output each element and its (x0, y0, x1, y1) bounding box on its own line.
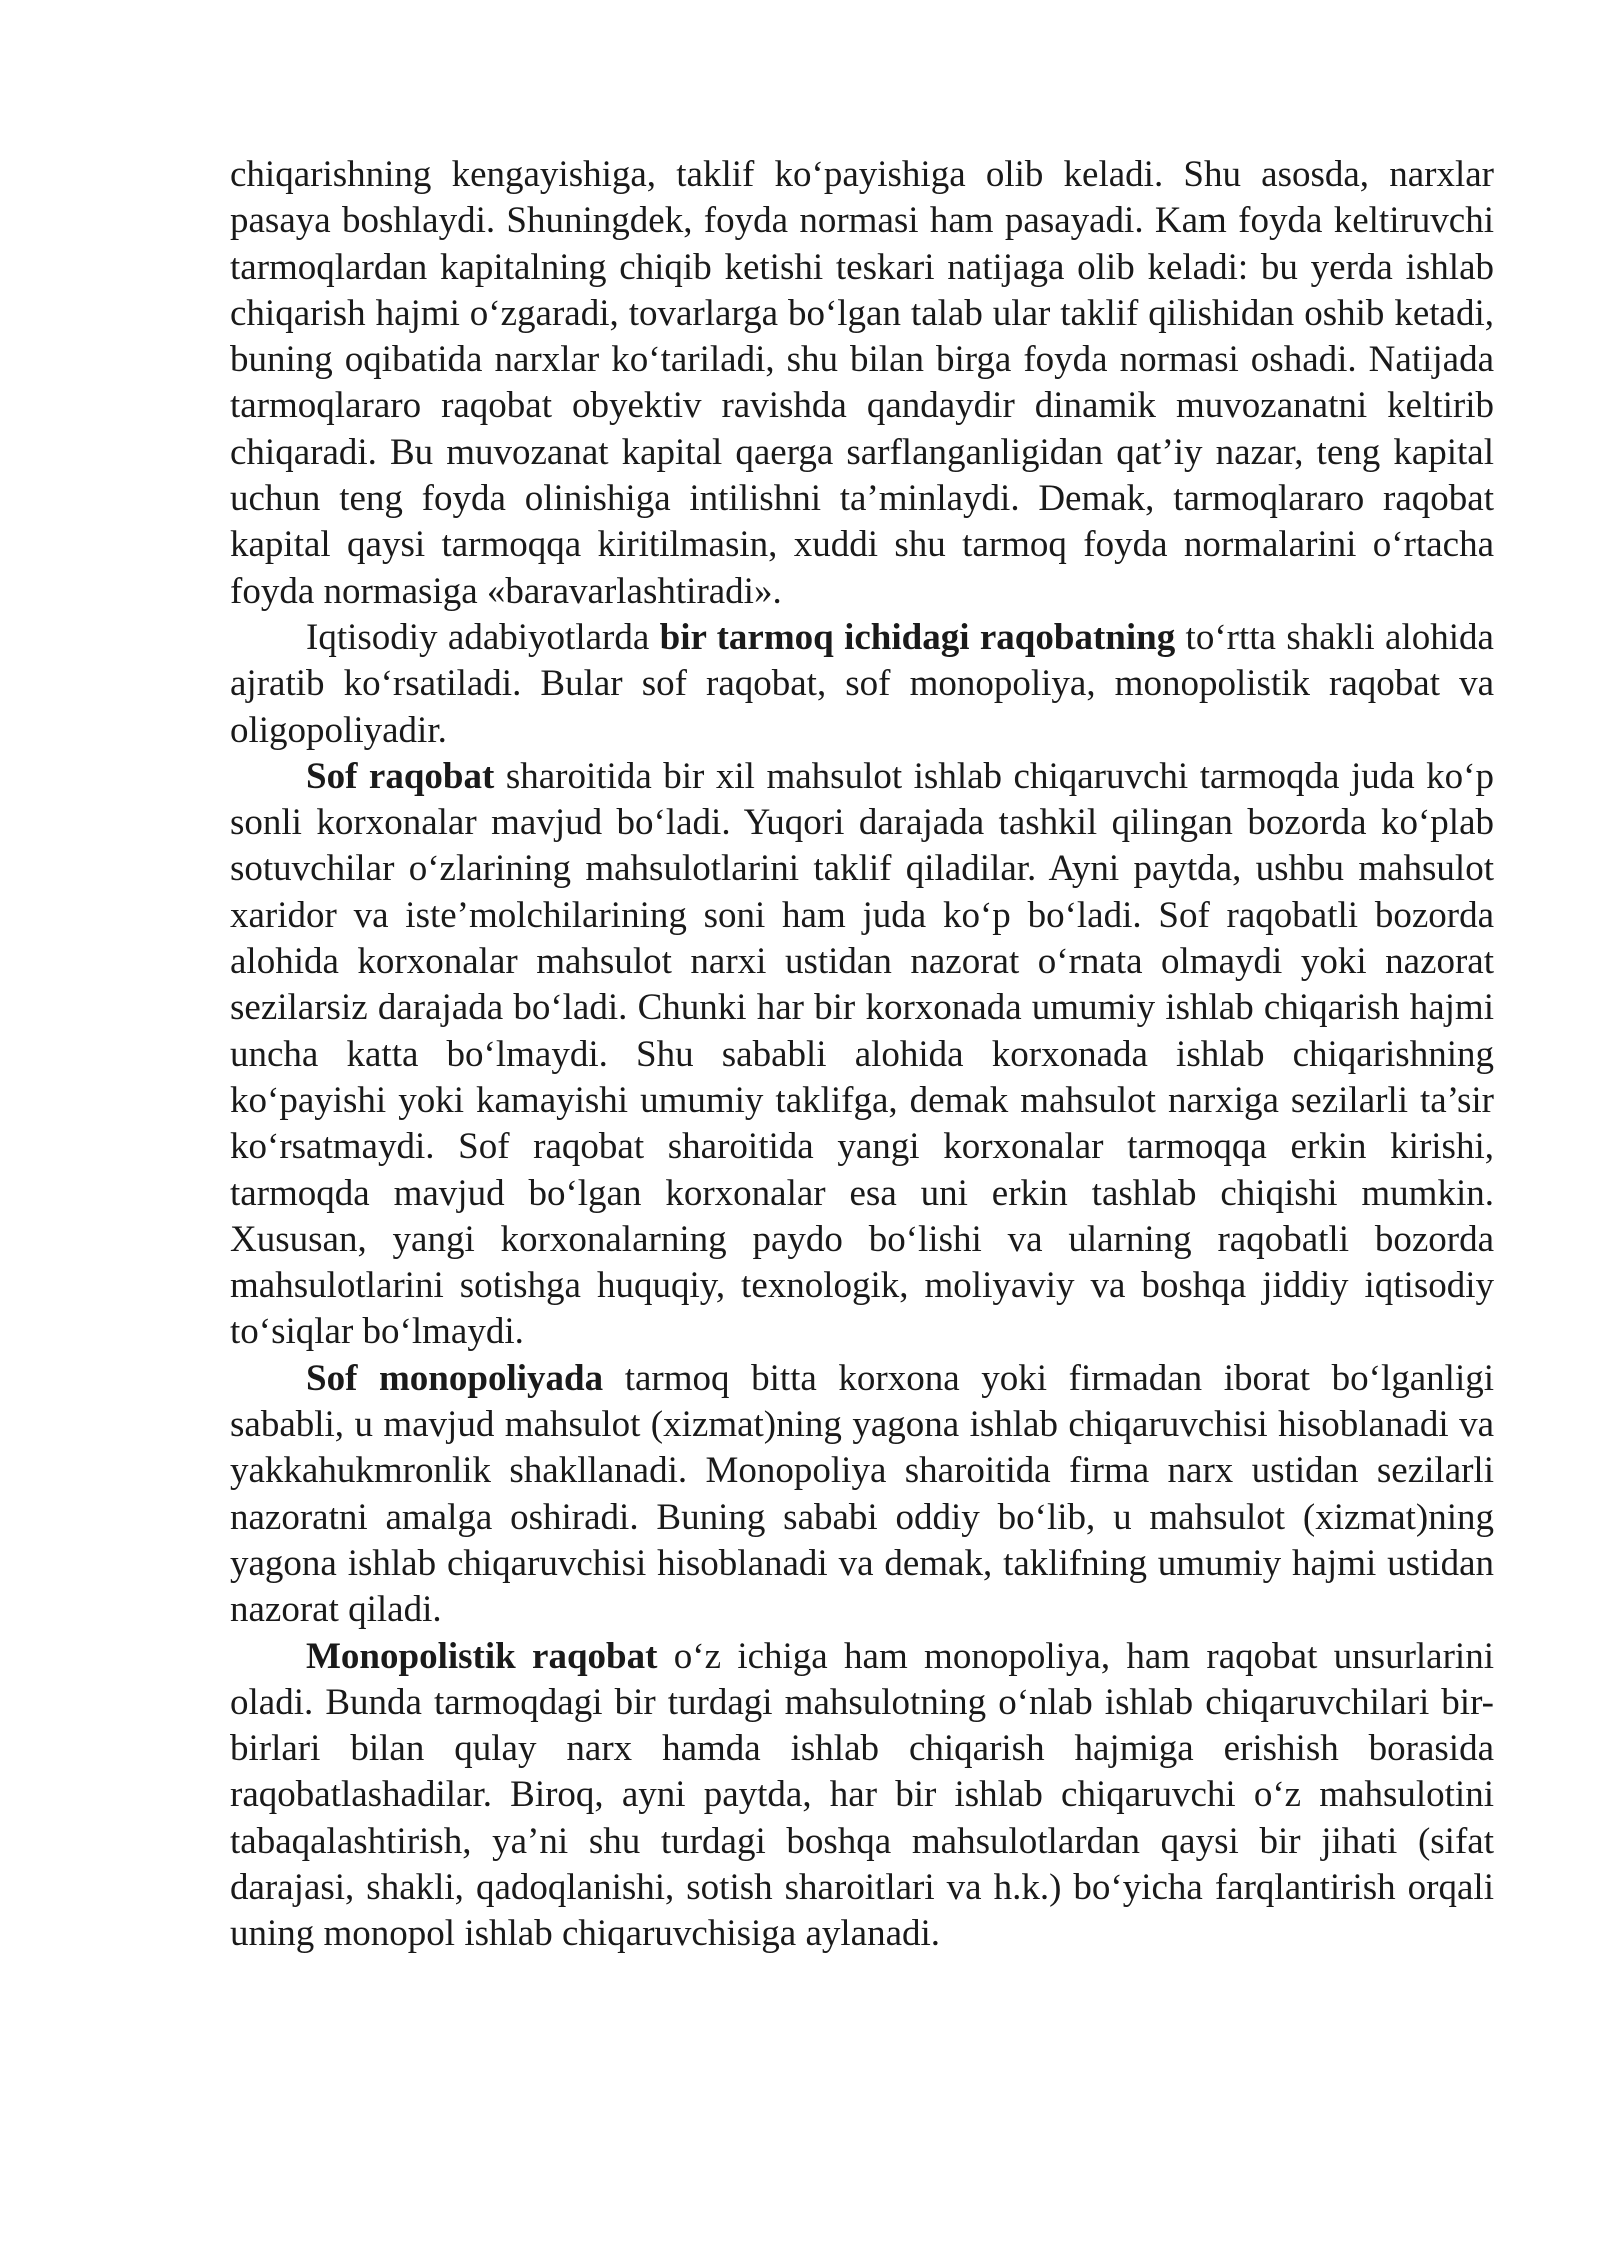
paragraph-text: to‘rtta shakli alohida ajratib ko‘rsatiladi. Bular sof raqobat, sof monopoliya, monopolistik raqobat va oligopoliyadir. (230, 616, 1494, 751)
paragraph-monopolistic-competition (230, 1634, 1494, 1958)
paragraph-pure-monopoly (230, 1356, 1494, 1634)
bold-term-pure-competition: Sof raqobat (306, 755, 495, 797)
paragraph-text: chiqarishning kengayishiga, taklif ko‘payishiga olib keladi. Shu asosda, narxlar pasaya boshlaydi. Shuningdek, foyda normasi ham pasayadi. Kam foyda keltiruvchi tarmoqlardan kapitalning chiqib ketishi teskari natijaga olib keladi: bu yerda ishlab chiqarish hajmi o‘zgaradi, tovarlarga bo‘lgan talab ular taklif qilishidan oshib ketadi, buning oqibatida narxlar ko‘tariladi, shu bilan birga foyda normasi oshadi. Natijada tarmoqlararo raqobat obyektiv ravishda qandaydir dinamik muvozanatni keltirib chiqaradi. Bu muvozanat kapital qaerga sarflanganligidan qat’iy nazar, teng kapital uchun teng foyda olinishiga intilishni ta’minlaydi. Demak, tarmoqlararo raqobat kapital qaysi tarmoqqa kiritilmasin, xuddi shu tarmoq foyda normalarini o‘rtacha foyda normasiga «baravarlashtiradi». (230, 154, 1494, 612)
paragraph-forms-of-competition (230, 615, 1494, 754)
paragraph-text: tarmoq bitta korxona yoki firmadan iborat bo‘lganligi sababli, u mavjud mahsulot (xizmat)ning yagona ishlab chiqaruvchisi hisoblanadi va yakkahukmronlik shakllanadi. Monopoliya sharoitida firma narx ustidan sezilarli nazoratni amalga oshiradi. Buning sababi oddiy bo‘lib, u mahsulot (xizmat)ning yagona ishlab chiqaruvchisi hisoblanadi va demak, taklifning umumiy hajmi ustidan nazorat qiladi. (230, 1357, 1494, 1631)
paragraph-lead-text: Iqtisodiy adabiyotlarda (306, 616, 660, 658)
paragraph-text: sharoitida bir xil mahsulot ishlab chiqaruvchi tarmoqda juda ko‘p sonli korxonalar mavjud bo‘ladi. Yuqori darajada tashkil qilingan bozorda ko‘plab sotuvchilar o‘zlarining mahsulotlarini taklif qiladilar. Ayni paytda, ushbu mahsulot xaridor va iste’molchilarining soni ham juda ko‘p bo‘ladi. Sof raqobatli bozorda alohida korxonalar mahsulot narxi ustidan nazorat o‘rnata olmaydi yoki nazorat sezilarsiz darajada bo‘ladi. Chunki har bir korxonada umumiy ishlab chiqarish hajmi uncha katta bo‘lmaydi. Shu sababli alohida korxonada ishlab chiqarishning ko‘payishi yoki kamayishi umumiy taklifga, demak mahsulot narxiga sezilarli ta’sir ko‘rsatmaydi. Sof raqobat sharoitida yangi korxonalar tarmoqqa erkin kirishi, tarmoqda mavjud bo‘lgan korxonalar esa uni erkin tashlab chiqishi mumkin. Xususan, yangi korxonalarning paydo bo‘lishi va ularning raqobatli bozorda mahsulotlarini sotishga huquqiy, texnologik, moliyaviy va boshqa jiddiy iqtisodiy to‘siqlar bo‘lmaydi. (230, 755, 1494, 1353)
paragraph-pure-competition (230, 754, 1494, 1356)
paragraph-intertarmoq-competition (230, 152, 1494, 615)
bold-term-pure-monopoly: Sof monopoliyada (306, 1357, 604, 1399)
bold-term-monopolistic-competition: Monopolistik raqobat (306, 1635, 658, 1677)
paragraph-text: o‘z ichiga ham monopoliya, ham raqobat unsurlarini oladi. Bunda tarmoqdagi bir turdagi mahsulotning o‘nlab ishlab chiqaruvchilari bir-birlari bilan qulay narx hamda ishlab chiqarish hajmiga erishish borasida raqobatlashadilar. Biroq, ayni paytda, har bir ishlab chiqaruvchi o‘z mahsulotini tabaqalashtirish, ya’ni shu turdagi boshqa mahsulotlardan qaysi bir jihati (sifat darajasi, shakli, qadoqlanishi, sotish sharoitlari va h.k.) bo‘yicha farqlantirish orqali uning monopol ishlab chiqaruvchisiga aylanadi. (230, 1635, 1494, 1955)
document-page (230, 152, 1494, 1958)
bold-term-intra-industry-competition: bir tarmoq ichidagi raqobatning (659, 616, 1176, 658)
